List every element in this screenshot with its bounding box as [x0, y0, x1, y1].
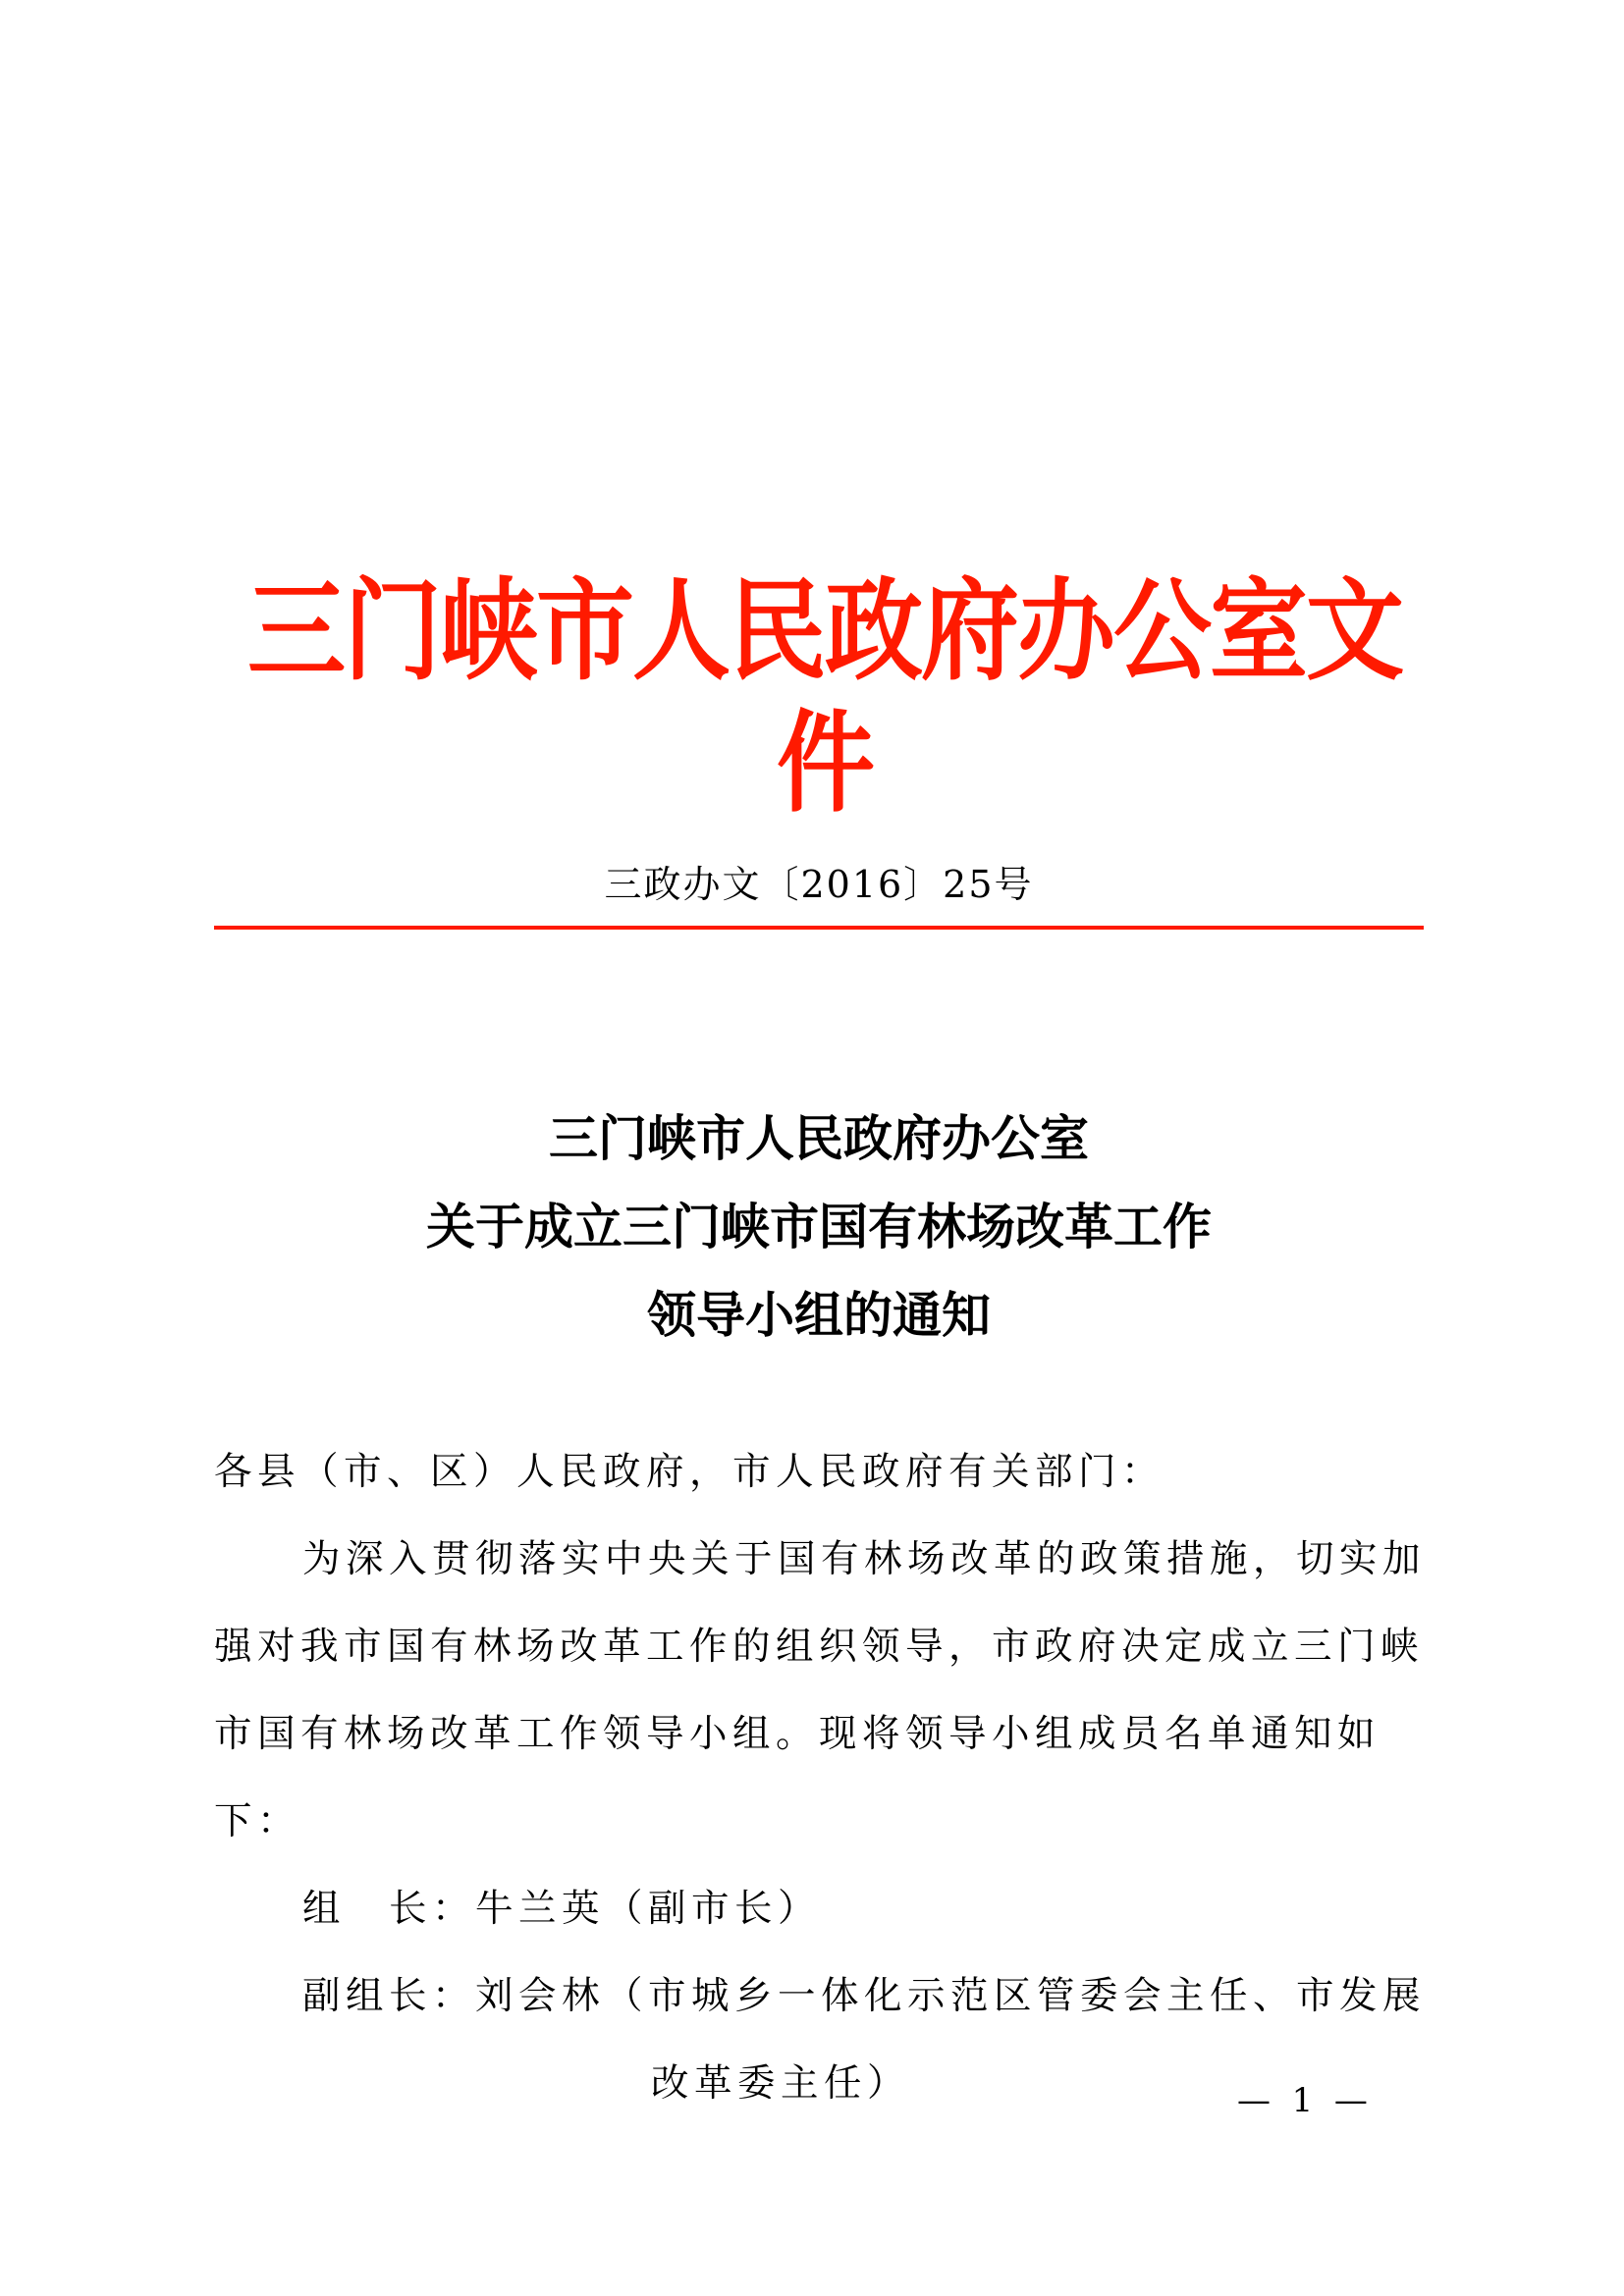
paragraph-line-1: 为深入贯彻落实中央关于国有林场改革的政策措施，切实加: [302, 1537, 1427, 1581]
title-line-2: 关于成立三门峡市国有林场改革工作: [426, 1198, 1212, 1255]
member-deputy-leader: [214, 1952, 1428, 2040]
notice-body: [214, 1428, 1428, 2127]
salutation: 各县（市、区）人民政府，市人民政府有关部门：: [214, 1450, 1165, 1494]
title-line-3: 领导小组的通知: [647, 1286, 991, 1344]
title-line-1: 三门峡市人民政府办公室: [549, 1109, 1089, 1167]
document-number: 三政办文〔2016〕25号: [604, 863, 1034, 906]
masthead-title: 三门峡市人民政府办公室文件: [247, 565, 1402, 828]
paragraph-line-2: 强对我市国有林场改革工作的组织领导，市政府决定成立三门峡: [214, 1625, 1425, 1669]
paragraph-line-4: 下：: [214, 1799, 301, 1843]
paragraph-line-3: 市国有林场改革工作领导小组。现将领导小组成员名单通知如: [214, 1712, 1381, 1756]
member-leader: [214, 1865, 1428, 1952]
notice-title: [214, 1095, 1424, 1360]
red-divider-rule: [214, 926, 1424, 930]
member-role: 组 长：: [302, 1887, 476, 1931]
page-number: — 1 —: [1237, 2081, 1368, 2120]
member-role: 副组长：: [302, 1974, 476, 2018]
member-name: 牛兰英（副市长）: [475, 1887, 822, 1931]
member-name: 刘会林（市城乡一体化示范区管委会主任、市发展: [475, 1974, 1427, 2018]
member-deputy-continuation: 改革委主任）: [651, 2061, 911, 2106]
